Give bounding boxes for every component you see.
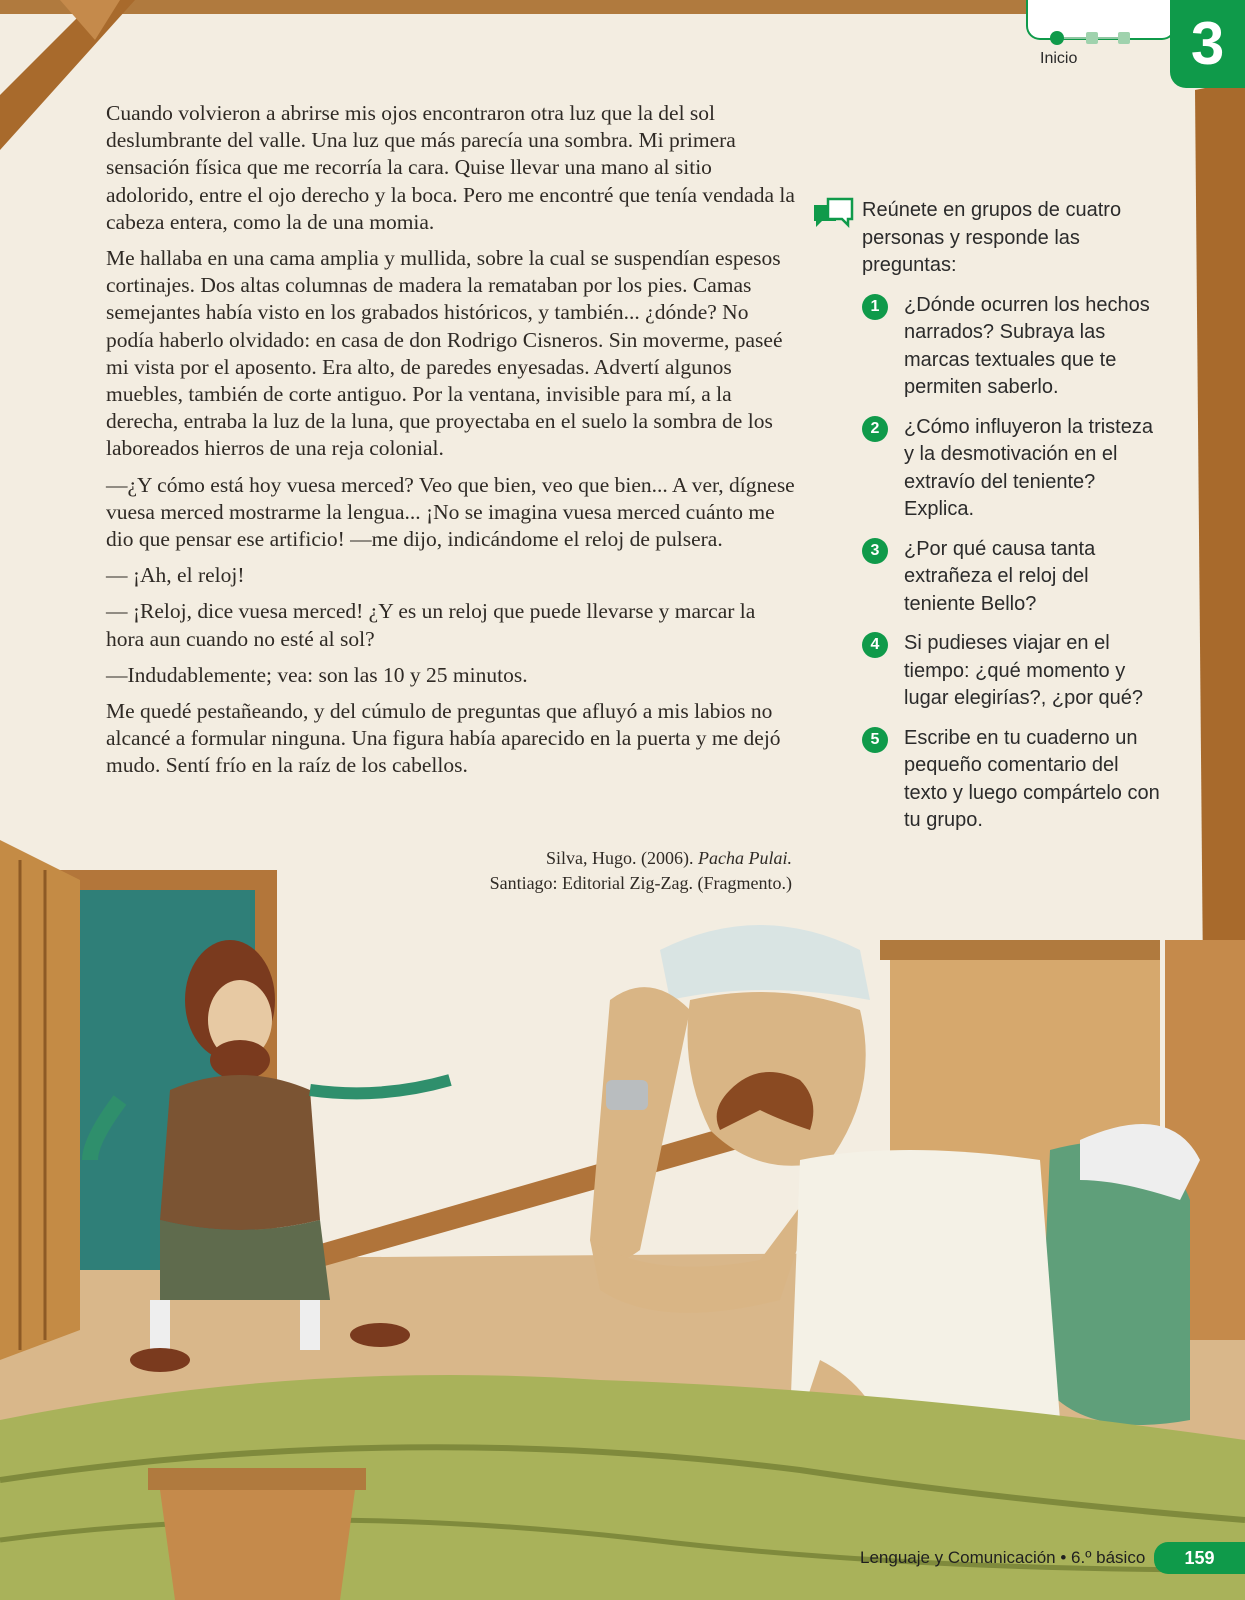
- story-paragraph: Cuando volvieron a abrirse mis ojos encontraron otra luz que la del sol deslumbrante del valle. Una luz que más parecía una sombra. Mi primera sensación física que me recorría la cara. Quise llevar una mano al sitio adolorido, entre el ojo derecho y la boca. Pero me encontré que tenía vendada la cabeza entera, como la de una momia.: [106, 101, 795, 234]
- question-item: [862, 725, 1162, 835]
- progress-step-current: [1050, 31, 1064, 45]
- story-paragraph: —Indudablemente; vea: son las 10 y 25 minutos.: [106, 662, 528, 687]
- pillows: [1040, 1124, 1200, 1425]
- page-number: 159: [1154, 1542, 1245, 1574]
- question-item: [862, 414, 1162, 524]
- group-activity: [812, 197, 1162, 847]
- question-text: Si pudieses viajar en el tiempo: ¿qué momento y lugar elegirías?, ¿por qué?: [904, 632, 1144, 709]
- story-text: [106, 100, 796, 789]
- question-item: [862, 292, 1162, 402]
- question-text: Escribe en tu cuaderno un pequeño comentario del texto y luego compártelo con tu grupo.: [904, 726, 1160, 831]
- question-text: ¿Por qué causa tanta extrañeza el reloj del teniente Bello?: [904, 537, 1096, 615]
- question-number-badge: 2: [862, 416, 888, 442]
- question-text: ¿Dónde ocurren los hechos narrados? Subraya las marcas textuales que te permiten saberlo.: [904, 293, 1150, 398]
- story-paragraph: — ¡Ah, el reloj!: [106, 563, 245, 588]
- unit-number-badge: 3: [1170, 0, 1245, 88]
- story-paragraph: —¿Y cómo está hoy vuesa merced? Veo que bien, veo que bien... A ver, dígnese vuesa merced mostrarme la lengua... ¡No se imagina vuesa merced cuánto me dio que pensar ese artificio! —me dijo, indicándome el reloj de pulsera.: [106, 472, 795, 552]
- footer-subject: Lenguaje y Comunicación • 6.º básico: [860, 1548, 1146, 1567]
- citation-title: Pacha Pulai.: [698, 848, 792, 868]
- citation-line: [380, 846, 792, 871]
- progress-label: Inicio: [1040, 50, 1078, 67]
- story-paragraph: Me quedé pestañeando, y del cúmulo de preguntas que afluyó a mis labios no alcancé a formular ninguna. Una figura había aparecido en la puerta y me dejó mudo. Sentí frío en la raíz de los cabellos.: [106, 699, 781, 778]
- question-list: [812, 292, 1162, 835]
- story-paragraph: — ¡Reloj, dice vuesa merced! ¿Y es un reloj que puede llevarse y marcar la hora aun cuando no esté al sol?: [106, 599, 756, 651]
- progress-step: [1118, 32, 1130, 44]
- bed-post: [148, 1468, 366, 1600]
- question-item: [862, 630, 1162, 713]
- story-paragraph: Me hallaba en una cama amplia y mullida, sobre la cual se suspendían espesos cortinajes. Dos altas columnas de madera la remataban por los pies. Camas semejantes había visto en los grabados históricos, y también... ¿dónde? No podía haberlo olvidado: en casa de don Rodrigo Cisneros. Sin moverme, paseé mi vista por el aposento. Era alto, de paredes enyesadas. Advertí algunos muebles, también de corte antiguo. Por la ventana, invisible para mí, a la derecha, entraba la luz de la luna, que proyectaba en el suelo la sombra de los laboreados hierros de una reja colonial.: [106, 246, 783, 461]
- question-text: ¿Cómo influyeron la tristeza y la desmotivación en el extravío del teniente? Explica.: [904, 415, 1153, 520]
- citation-publisher: Santiago: Editorial Zig-Zag. (Fragmento.): [489, 873, 792, 893]
- question-item: [862, 536, 1162, 619]
- citation-author: Silva, Hugo. (2006).: [546, 848, 699, 868]
- question-number-badge: 4: [862, 632, 888, 658]
- source-citation: [380, 846, 792, 896]
- question-number-badge: 1: [862, 294, 888, 320]
- question-number-badge: 3: [862, 538, 888, 564]
- progress-step: [1086, 32, 1098, 44]
- progress-indicator: [1050, 31, 1130, 45]
- chat-bubbles-icon: [812, 197, 856, 241]
- question-number-badge: 5: [862, 727, 888, 753]
- activity-instruction: Reúnete en grupos de cuatro personas y responde las preguntas:: [862, 199, 1122, 276]
